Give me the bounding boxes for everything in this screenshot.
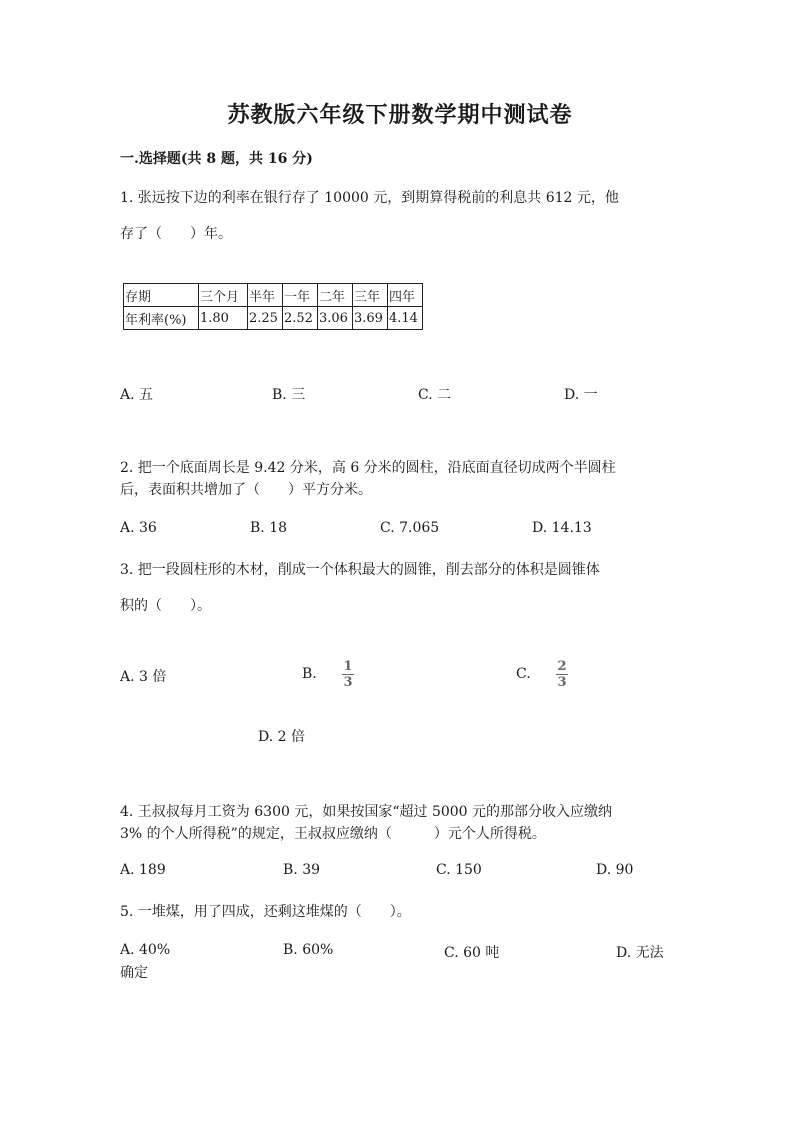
table-cell: 三年 xyxy=(353,284,388,307)
question-1-option-d[interactable]: D. 一 xyxy=(564,387,598,403)
question-3-line-2: 积的（ ）。 xyxy=(120,598,211,614)
question-5-line-1: 5. 一堆煤，用了四成，还剩这堆煤的（ ）。 xyxy=(120,904,411,920)
fraction-denominator: 3 xyxy=(343,675,353,690)
table-cell: 4.14 xyxy=(388,307,423,330)
question-3-option-b[interactable]: B. xyxy=(302,666,317,682)
table-cell: 三个月 xyxy=(199,284,248,307)
question-2-line-2: 后，表面积共增加了（ ）平方分米。 xyxy=(120,482,372,498)
question-5-option-c[interactable]: C. 60 吨 xyxy=(444,945,500,961)
question-5-option-b[interactable]: B. 60% xyxy=(283,942,334,958)
section-heading: 一.选择题(共 8 题，共 16 分) xyxy=(120,151,313,167)
question-2-option-a[interactable]: A. 36 xyxy=(120,520,157,536)
question-1-option-c[interactable]: C. 二 xyxy=(418,387,452,403)
question-3-line-1: 3. 把一段圆柱形的木材，削成一个体积最大的圆锥，削去部分的体积是圆锥体 xyxy=(120,562,600,578)
table-cell: 存期 xyxy=(124,284,199,307)
fraction-numerator: 1 xyxy=(343,659,353,674)
question-3-option-d[interactable]: D. 2 倍 xyxy=(258,729,305,745)
question-4-line-1: 4. 王叔叔每月工资为 6300 元，如果按国家“超过 5000 元的那部分收入应缴纳 xyxy=(120,804,613,820)
question-3-option-a[interactable]: A. 3 倍 xyxy=(120,669,167,685)
table-cell: 年利率(%) xyxy=(124,307,199,330)
interest-rate-table xyxy=(123,283,423,330)
question-5-option-d[interactable]: D. 无法 xyxy=(616,945,664,961)
fraction-denominator: 3 xyxy=(557,675,567,690)
question-4-option-d[interactable]: D. 90 xyxy=(596,862,634,878)
question-3-option-c[interactable]: C. xyxy=(516,666,531,682)
table-cell: 1.80 xyxy=(199,307,248,330)
table-cell: 半年 xyxy=(248,284,283,307)
question-4-option-c[interactable]: C. 150 xyxy=(436,862,482,878)
table-row xyxy=(124,307,423,330)
table-cell: 一年 xyxy=(283,284,318,307)
fraction-numerator: 2 xyxy=(557,659,567,674)
question-2-option-d[interactable]: D. 14.13 xyxy=(532,520,592,536)
table-cell: 二年 xyxy=(318,284,353,307)
table-cell: 3.06 xyxy=(318,307,353,330)
question-4-option-b[interactable]: B. 39 xyxy=(283,862,321,878)
fraction-one-third xyxy=(342,660,354,689)
page-title: 苏教版六年级下册数学期中测试卷 xyxy=(227,102,573,128)
table-header-row xyxy=(124,284,423,307)
question-2-option-c[interactable]: C. 7.065 xyxy=(380,520,440,536)
question-5-option-a[interactable]: A. 40% xyxy=(120,942,171,958)
table-cell: 3.69 xyxy=(353,307,388,330)
question-1-line-2: 存了（ ）年。 xyxy=(120,226,232,242)
table-cell: 2.52 xyxy=(283,307,318,330)
question-4-option-a[interactable]: A. 189 xyxy=(120,862,166,878)
table-cell: 2.25 xyxy=(248,307,283,330)
fraction-two-thirds xyxy=(556,660,568,689)
question-2-line-1: 2. 把一个底面周长是 9.42 分米，高 6 分米的圆柱，沿底面直径切成两个半圆柱 xyxy=(120,460,616,476)
question-1-line-1: 1. 张远按下边的利率在银行存了 10000 元，到期算得税前的利息共 612 元，他 xyxy=(120,190,619,206)
question-1-option-a[interactable]: A. 五 xyxy=(120,387,154,403)
question-5-option-d-wrap: 确定 xyxy=(120,965,148,981)
question-4-line-2: 3% 的个人所得税”的规定，王叔叔应缴纳（ ）元个人所得税。 xyxy=(120,826,546,842)
table-cell: 四年 xyxy=(388,284,423,307)
question-1-option-b[interactable]: B. 三 xyxy=(272,387,306,403)
question-2-option-b[interactable]: B. 18 xyxy=(250,520,288,536)
